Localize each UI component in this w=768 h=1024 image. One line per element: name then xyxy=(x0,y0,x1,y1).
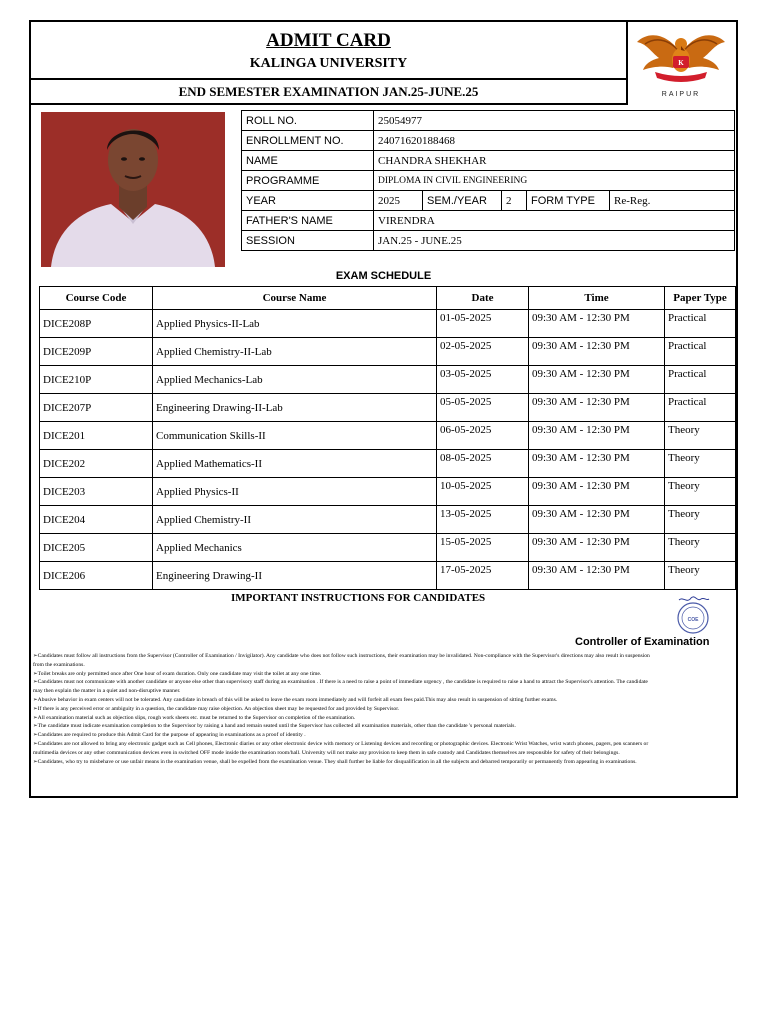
student-photo xyxy=(41,112,225,267)
schedule-cell: 10-05-2025 xyxy=(437,478,529,506)
schedule-cell: Applied Physics-II-Lab xyxy=(153,310,437,338)
schedule-cell: 09:30 AM - 12:30 PM xyxy=(529,562,665,590)
programme-value: DIPLOMA IN CIVIL ENGINEERING xyxy=(374,171,735,191)
admit-card xyxy=(29,20,738,798)
schedule-header-cell: Time xyxy=(529,287,665,310)
schedule-cell: 13-05-2025 xyxy=(437,506,529,534)
schedule-cell: DICE204 xyxy=(40,506,153,534)
svg-text:K: K xyxy=(678,59,684,67)
schedule-cell: Practical xyxy=(665,310,736,338)
schedule-cell: Communication Skills-II xyxy=(153,422,437,450)
schedule-cell: 09:30 AM - 12:30 PM xyxy=(529,310,665,338)
form-type-label: FORM TYPE xyxy=(527,191,610,211)
schedule-cell: Applied Mathematics-II xyxy=(153,450,437,478)
father-label: FATHER'S NAME xyxy=(242,211,374,231)
schedule-cell: 02-05-2025 xyxy=(437,338,529,366)
name-value: CHANDRA SHEKHAR xyxy=(374,151,735,171)
enrollment-label: ENROLLMENT NO. xyxy=(242,131,374,151)
controller-of-examination: Controller of Examination xyxy=(575,636,710,648)
schedule-cell: Applied Mechanics xyxy=(153,534,437,562)
schedule-row xyxy=(40,506,736,534)
year-value: 2025 xyxy=(374,191,423,211)
schedule-row xyxy=(40,562,736,590)
schedule-cell: 09:30 AM - 12:30 PM xyxy=(529,478,665,506)
logo-text: RAIPUR xyxy=(661,91,701,98)
schedule-row xyxy=(40,366,736,394)
schedule-cell: DICE201 xyxy=(40,422,153,450)
university-name: KALINGA UNIVERSITY xyxy=(249,56,408,71)
schedule-cell: DICE203 xyxy=(40,478,153,506)
schedule-cell: Applied Chemistry-II-Lab xyxy=(153,338,437,366)
instructions-title: IMPORTANT INSTRUCTIONS FOR CANDIDATES xyxy=(231,592,486,604)
schedule-cell: 01-05-2025 xyxy=(437,310,529,338)
instruction-item: ➢Abusive behavior in exam centers will not be tolerated. Any candidate in breach of this will be asked to leave the exam room immediately and will forfeit all exam fees paid.This may also result in suspension of sitting further exams. xyxy=(33,696,558,703)
programme-label: PROGRAMME xyxy=(242,171,374,191)
enrollment-value: 24071620188468 xyxy=(374,131,735,151)
exam-schedule-table xyxy=(39,286,736,590)
schedule-cell: Theory xyxy=(665,534,736,562)
name-label: NAME xyxy=(242,151,374,171)
roll-label: ROLL NO. xyxy=(242,111,374,131)
schedule-cell: Theory xyxy=(665,562,736,590)
roll-value: 25054977 xyxy=(374,111,735,131)
form-type-value: Re-Reg. xyxy=(610,191,735,211)
schedule-cell: Applied Physics-II xyxy=(153,478,437,506)
schedule-cell: Practical xyxy=(665,338,736,366)
year-label: YEAR xyxy=(242,191,374,211)
stamp-text: COE xyxy=(687,617,699,623)
schedule-cell: DICE208P xyxy=(40,310,153,338)
coe-stamp xyxy=(671,594,715,638)
schedule-cell: Practical xyxy=(665,394,736,422)
schedule-row xyxy=(40,422,736,450)
schedule-header-cell: Course Code xyxy=(40,287,153,310)
schedule-cell: Engineering Drawing-II-Lab xyxy=(153,394,437,422)
schedule-row xyxy=(40,478,736,506)
instruction-item: ➢The candidate must indicate examination completion to the Supervisor by raising a hand and remain seated until the Supervisor has collected all examination materials, other than the candidate 's personal materials. xyxy=(33,723,516,730)
schedule-cell: 03-05-2025 xyxy=(437,366,529,394)
instruction-item: ➢Candidates are not allowed to bring any electronic gadget such as Cell phones, Electronic diaries or any other electronic device with memory or Listening devices and recording or photographic devices. Electronic Wrist Watches, wrist watch phones, pagers, pen scanners or multimedia devices or any other communication devices even in switched OFF mode inside the examination room/hall. University will not make any provision to keep them in safe custody and Candidates themselves are responsible for safety of their belongings. xyxy=(33,740,649,756)
schedule-cell: DICE202 xyxy=(40,450,153,478)
schedule-cell: 09:30 AM - 12:30 PM xyxy=(529,506,665,534)
header xyxy=(31,22,628,105)
session-value: JAN.25 - JUNE.25 xyxy=(374,231,735,251)
schedule-cell: 09:30 AM - 12:30 PM xyxy=(529,450,665,478)
schedule-cell: DICE205 xyxy=(40,534,153,562)
schedule-cell: Engineering Drawing-II xyxy=(153,562,437,590)
schedule-cell: Applied Chemistry-II xyxy=(153,506,437,534)
student-info-table xyxy=(241,110,735,251)
university-logo xyxy=(631,24,731,102)
schedule-cell: Theory xyxy=(665,422,736,450)
schedule-cell: Applied Mechanics-Lab xyxy=(153,366,437,394)
signature xyxy=(679,597,709,600)
schedule-header-cell: Paper Type xyxy=(665,287,736,310)
schedule-cell: 09:30 AM - 12:30 PM xyxy=(529,394,665,422)
sem-label: SEM./YEAR xyxy=(423,191,502,211)
schedule-cell: 15-05-2025 xyxy=(437,534,529,562)
instruction-item: ➢Candidates, who try to misbehave or use unfair means in the examination venue, shall be expelled from the examination venue. They shall further be liable for disqualification in all the subjects and debarred temporarily or permanently from appearing in examinations. xyxy=(33,758,637,765)
instruction-item: ➢If there is any perceived error or ambiguity in a question, the candidate may raise objection. An objection sheet may be requested for and provided by Supervisor. xyxy=(33,705,400,712)
father-value: VIRENDRA xyxy=(374,211,735,231)
schedule-cell: DICE207P xyxy=(40,394,153,422)
schedule-cell: 06-05-2025 xyxy=(437,422,529,450)
schedule-cell: DICE209P xyxy=(40,338,153,366)
instruction-item: ➢All examination material such as objection slips, rough work sheets etc. must be returned to the Supervisor on completion of the examination. xyxy=(33,714,356,721)
schedule-cell: 09:30 AM - 12:30 PM xyxy=(529,366,665,394)
schedule-row xyxy=(40,534,736,562)
schedule-cell: 09:30 AM - 12:30 PM xyxy=(529,422,665,450)
schedule-title: EXAM SCHEDULE xyxy=(335,270,432,282)
schedule-row xyxy=(40,450,736,478)
schedule-cell: Theory xyxy=(665,506,736,534)
schedule-header-cell: Course Name xyxy=(153,287,437,310)
instruction-item: ➢Candidates are required to produce this Admit Card for the purpose of appearing in examinations as a proof of identity . xyxy=(33,732,306,739)
schedule-cell: 09:30 AM - 12:30 PM xyxy=(529,534,665,562)
instructions-list xyxy=(33,652,658,766)
schedule-cell: Theory xyxy=(665,450,736,478)
schedule-row xyxy=(40,338,736,366)
schedule-cell: Theory xyxy=(665,478,736,506)
exam-title: END SEMESTER EXAMINATION JAN.25-JUNE.25 xyxy=(178,84,479,99)
sem-value: 2 xyxy=(502,191,527,211)
instruction-item: ➢Toilet breaks are only permitted once after One hour of exam duration. Only one candidate may visit the toilet at any one time. xyxy=(33,670,322,677)
schedule-row xyxy=(40,394,736,422)
schedule-cell: 08-05-2025 xyxy=(437,450,529,478)
schedule-cell: DICE206 xyxy=(40,562,153,590)
card-title: ADMIT CARD xyxy=(266,30,391,51)
schedule-cell: 09:30 AM - 12:30 PM xyxy=(529,338,665,366)
instruction-item: ➢Candidates must not communicate with another candidate or anyone else other than supervisory staff during an examination . If there is a need to raise a point of immediate urgency , the candidate is required to raise a hand to attract the Supervisor's attention. The candidate may then explain the matter in a quiet and non-disruptive manner. xyxy=(33,679,648,695)
schedule-header-cell: Date xyxy=(437,287,529,310)
schedule-cell: 05-05-2025 xyxy=(437,394,529,422)
schedule-cell: Practical xyxy=(665,366,736,394)
schedule-cell: 17-05-2025 xyxy=(437,562,529,590)
instruction-item: ➢Candidates must follow all instructions from the Supervisor (Controller of Examination / Invigilator). Any candidate who does not follow such instructions, their examination may be invalidated. Non-compliance with the Supervisor's directions may also result in suspension from the examinations. xyxy=(33,653,650,668)
session-label: SESSION xyxy=(242,231,374,251)
schedule-row xyxy=(40,310,736,338)
schedule-cell: DICE210P xyxy=(40,366,153,394)
